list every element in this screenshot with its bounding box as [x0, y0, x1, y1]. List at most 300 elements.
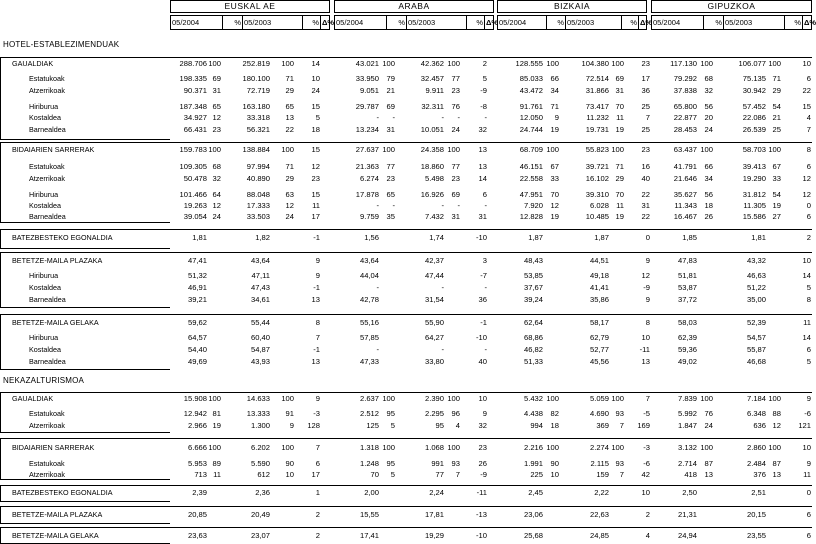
table-cell: 5 — [806, 357, 811, 366]
table-cell: 36 — [478, 295, 487, 304]
table-cell: 22,63 — [589, 510, 609, 519]
table-cell: 16.102 — [585, 174, 609, 183]
table-cell: 55,87 — [746, 345, 766, 354]
table-cell: 10 — [641, 333, 650, 342]
table-cell: 19 — [550, 125, 559, 134]
table-cell: 13 — [285, 113, 294, 122]
table-cell: 65 — [285, 102, 294, 111]
row-label: Hiriburua — [29, 190, 59, 199]
table-cell: 71 — [550, 102, 559, 111]
table-cell: 59,62 — [187, 318, 207, 327]
table-cell: 100 — [611, 145, 624, 154]
table-cell: 1.318 — [359, 443, 379, 452]
table-cell: 2,00 — [364, 488, 379, 497]
table-cell: 46.151 — [519, 162, 543, 171]
table-cell: 19 — [615, 212, 624, 221]
group-rule — [170, 438, 812, 439]
table-cell: 43,32 — [746, 256, 766, 265]
table-cell: 76 — [451, 102, 460, 111]
row-label: Barnealdea — [29, 125, 66, 134]
table-cell: 100 — [700, 145, 713, 154]
table-cell: 100 — [281, 394, 294, 403]
table-cell: 9 — [315, 256, 320, 265]
table-cell: 49,69 — [187, 357, 207, 366]
row-label: Atzerrikoak — [29, 174, 65, 183]
table-cell: 23 — [478, 443, 487, 452]
table-cell: 100 — [281, 443, 294, 452]
subheader-label: % — [557, 18, 564, 27]
table-cell: 2,50 — [682, 488, 697, 497]
table-cell: - — [376, 113, 379, 122]
table-cell: 91.761 — [519, 102, 543, 111]
table-cell: 18 — [550, 421, 559, 430]
table-cell: 33 — [772, 174, 781, 183]
table-cell: 6 — [806, 74, 811, 83]
table-cell: 12.828 — [519, 212, 543, 221]
table-cell: 28.453 — [673, 125, 697, 134]
table-cell: 71 — [772, 74, 781, 83]
table-cell: 2.860 — [746, 443, 766, 452]
table-cell: 31 — [478, 212, 487, 221]
table-cell: 4.690 — [589, 409, 609, 418]
table-cell: 32 — [212, 174, 221, 183]
table-cell: 2 — [482, 59, 487, 68]
row-label: BATEZBESTEKO EGONALDIA — [12, 233, 113, 242]
table-cell: 1 — [315, 488, 320, 497]
table-cell: 32 — [478, 125, 487, 134]
table-cell: 15 — [311, 145, 320, 154]
table-cell: 55.823 — [585, 145, 609, 154]
subheader-label: 05/2004 — [172, 18, 200, 27]
table-cell: 37,72 — [677, 295, 697, 304]
table-cell: 68.709 — [519, 145, 543, 154]
table-cell: 47,43 — [250, 283, 270, 292]
table-cell: 20,85 — [187, 510, 207, 519]
table-cell: 100 — [768, 145, 781, 154]
table-cell: 376 — [753, 470, 766, 479]
subheader-label: Δ% — [322, 18, 335, 27]
row-label: GAUALDIAK — [12, 59, 54, 68]
table-cell: 79 — [386, 74, 395, 83]
table-cell: 17 — [641, 74, 650, 83]
table-cell: 3.132 — [677, 443, 697, 452]
table-cell: 1,81 — [751, 233, 766, 242]
table-cell: 100 — [611, 443, 624, 452]
table-cell: 87 — [772, 459, 781, 468]
table-cell: 100 — [546, 443, 559, 452]
row-label: Estatukoak — [29, 162, 65, 171]
table-cell: 40 — [641, 174, 650, 183]
table-cell: 10 — [285, 470, 294, 479]
table-cell: -11 — [639, 345, 650, 354]
table-cell: 17,81 — [424, 510, 444, 519]
table-cell: 100 — [447, 59, 460, 68]
group-rule — [170, 527, 812, 528]
table-cell: - — [376, 283, 379, 292]
table-cell: 24,85 — [589, 531, 609, 540]
table-cell: 10 — [311, 74, 320, 83]
subheader-label: Δ% — [486, 18, 499, 27]
table-cell: 76 — [704, 409, 713, 418]
table-cell: 15,55 — [359, 510, 379, 519]
table-cell: 991 — [431, 459, 444, 468]
table-cell: - — [441, 113, 444, 122]
table-cell: 90 — [285, 459, 294, 468]
table-cell: 17 — [311, 470, 320, 479]
table-cell: 57,85 — [359, 333, 379, 342]
region-header: BIZKAIA — [553, 1, 591, 11]
table-cell: 35.627 — [673, 190, 697, 199]
table-cell: 64 — [212, 190, 221, 199]
table-cell: 369 — [596, 421, 609, 430]
table-cell: 31,54 — [424, 295, 444, 304]
table-cell: 11 — [803, 470, 811, 479]
table-cell: 3 — [482, 256, 487, 265]
row-label: BETETZE-MAILA GELAKA — [12, 531, 99, 540]
table-cell: 23 — [641, 59, 650, 68]
table-cell: 180.100 — [242, 74, 270, 83]
table-cell: 11.305 — [743, 201, 766, 210]
table-cell: -3 — [313, 409, 320, 418]
table-cell: 12 — [285, 201, 294, 210]
table-cell: 5.992 — [677, 409, 697, 418]
table-cell: 9 — [554, 113, 559, 122]
table-cell: 95 — [386, 409, 395, 418]
table-cell: 187.348 — [179, 102, 207, 111]
table-cell: 100 — [382, 443, 395, 452]
table-cell: 22 — [285, 125, 294, 134]
table-cell: 2.295 — [424, 409, 444, 418]
table-cell: 13 — [772, 470, 781, 479]
table-cell: 43.021 — [355, 59, 379, 68]
table-cell: 70 — [550, 190, 559, 199]
table-cell: 25 — [772, 125, 781, 134]
table-cell: 89 — [212, 459, 221, 468]
table-cell: 5.953 — [187, 459, 207, 468]
table-cell: 12 — [212, 201, 221, 210]
table-cell: 41,41 — [589, 283, 609, 292]
subheader-label: % — [234, 18, 241, 27]
table-cell: 225 — [530, 470, 543, 479]
table-cell: 1.847 — [677, 421, 697, 430]
table-cell: 43,64 — [359, 256, 379, 265]
table-cell: 11 — [616, 201, 624, 210]
table-cell: 67 — [772, 162, 781, 171]
table-cell: 18.860 — [420, 162, 444, 171]
table-cell: 35,86 — [589, 295, 609, 304]
row-label: Estatukoak — [29, 74, 65, 83]
table-cell: 17.878 — [355, 190, 379, 199]
table-cell: 12 — [802, 174, 811, 183]
table-cell: 1,74 — [429, 233, 444, 242]
group-rule — [170, 57, 812, 58]
table-cell: 23 — [311, 174, 320, 183]
table-cell: 138.884 — [242, 145, 270, 154]
table-cell: -9 — [480, 470, 487, 479]
table-cell: 39.054 — [183, 212, 207, 221]
table-cell: 51,22 — [746, 283, 766, 292]
table-cell: 125 — [366, 421, 379, 430]
subheader-divider — [222, 15, 223, 30]
subheader-label: Δ% — [804, 18, 816, 27]
table-cell: 2 — [806, 233, 811, 242]
table-cell: 39.310 — [585, 190, 609, 199]
table-cell: 26.539 — [742, 125, 766, 134]
table-cell: 7 — [619, 421, 624, 430]
table-cell: 13 — [478, 145, 487, 154]
table-cell: 65 — [212, 102, 221, 111]
row-label: BETETZE-MAILA PLAZAKA — [12, 510, 103, 519]
table-cell: 2.274 — [589, 443, 609, 452]
table-cell: 7 — [806, 125, 811, 134]
region-header: ARABA — [398, 1, 430, 11]
table-cell: 100 — [208, 59, 221, 68]
table-cell: 64,27 — [424, 333, 444, 342]
table-cell: 17,41 — [359, 531, 379, 540]
table-cell: 5.498 — [424, 174, 444, 183]
table-cell: -1 — [480, 318, 487, 327]
table-cell: 23 — [451, 86, 460, 95]
table-cell: 4 — [645, 531, 650, 540]
table-cell: 19,29 — [424, 531, 444, 540]
table-cell: 636 — [753, 421, 766, 430]
table-cell: 29 — [285, 86, 294, 95]
table-cell: 51,33 — [523, 357, 543, 366]
subheader-label: 05/2004 — [499, 18, 527, 27]
table-cell: 42 — [641, 470, 650, 479]
table-cell: 34 — [704, 174, 713, 183]
table-cell: 11.232 — [586, 113, 609, 122]
table-cell: 46,91 — [187, 283, 207, 292]
table-cell: 18 — [311, 125, 320, 134]
table-cell: 109.305 — [179, 162, 207, 171]
table-cell: 13.234 — [355, 125, 379, 134]
section-title: HOTEL-ESTABLEZIMENDUAK — [3, 40, 120, 49]
table-cell: 19.290 — [742, 174, 766, 183]
table-cell: - — [392, 113, 395, 122]
table-cell: 40 — [478, 357, 487, 366]
row-label: Kostaldea — [29, 283, 61, 292]
table-cell: 22 — [641, 190, 650, 199]
table-cell: 47,41 — [187, 256, 207, 265]
table-cell: -10 — [476, 531, 487, 540]
table-cell: 198.335 — [179, 74, 207, 83]
table-cell: 117.130 — [670, 59, 697, 68]
table-cell: 13 — [478, 162, 487, 171]
table-cell: 100 — [546, 394, 559, 403]
table-cell: 2.115 — [590, 459, 609, 468]
table-cell: 6.202 — [250, 443, 270, 452]
table-cell: -1 — [313, 233, 320, 242]
group-box — [0, 57, 170, 140]
table-cell: 24 — [311, 86, 320, 95]
table-cell: 11 — [312, 201, 320, 210]
table-cell: 0 — [806, 488, 811, 497]
table-cell: 60,40 — [250, 333, 270, 342]
subheader-divider — [638, 15, 639, 30]
table-cell: 7.920 — [523, 201, 543, 210]
table-cell: - — [441, 345, 444, 354]
table-cell: 56 — [704, 190, 713, 199]
group-rule — [170, 142, 812, 143]
table-cell: 6 — [806, 212, 811, 221]
table-cell: 15 — [311, 102, 320, 111]
table-cell: 2 — [315, 510, 320, 519]
table-cell: -6 — [643, 459, 650, 468]
table-cell: 69 — [386, 102, 395, 111]
table-cell: -10 — [476, 233, 487, 242]
table-cell: 7 — [619, 470, 624, 479]
group-rule — [170, 392, 812, 393]
table-cell: 32.457 — [420, 74, 444, 83]
table-cell: 51,81 — [677, 271, 697, 280]
table-cell: 9 — [645, 256, 650, 265]
table-cell: 5 — [390, 421, 395, 430]
table-cell: 82 — [550, 409, 559, 418]
table-cell: -5 — [643, 409, 650, 418]
table-cell: 93 — [451, 459, 460, 468]
table-cell: 7 — [645, 394, 650, 403]
table-cell: 7 — [315, 443, 320, 452]
table-cell: 15 — [311, 190, 320, 199]
table-cell: 24 — [285, 212, 294, 221]
table-cell: 6.274 — [359, 174, 379, 183]
table-cell: 5 — [390, 470, 395, 479]
table-cell: 994 — [530, 421, 543, 430]
subheader-divider — [802, 15, 803, 30]
table-cell: 77 — [451, 74, 460, 83]
table-cell: 47,11 — [251, 271, 270, 280]
table-cell: 12.942 — [183, 409, 207, 418]
subheader-divider — [406, 15, 407, 30]
table-cell: 52,77 — [589, 345, 609, 354]
table-cell: 169 — [637, 421, 650, 430]
table-cell: 91 — [285, 409, 294, 418]
table-cell: 11 — [803, 318, 811, 327]
table-cell: 2,45 — [528, 488, 543, 497]
table-cell: 16.467 — [673, 212, 697, 221]
table-cell: 12 — [641, 271, 650, 280]
table-cell: 62,79 — [589, 333, 609, 342]
table-cell: 288.706 — [179, 59, 207, 68]
table-cell: 65.800 — [673, 102, 697, 111]
table-cell: 10 — [550, 470, 559, 479]
row-label: Barnealdea — [29, 212, 66, 221]
subheader-divider — [565, 15, 566, 30]
table-cell: -11 — [476, 488, 487, 497]
table-cell: 73.417 — [585, 102, 609, 111]
table-cell: 15.908 — [183, 394, 207, 403]
table-cell: 100 — [382, 394, 395, 403]
table-cell: 6.666 — [187, 443, 207, 452]
table-cell: 14 — [802, 333, 811, 342]
table-cell: 56.321 — [246, 125, 270, 134]
table-cell: 0 — [806, 201, 811, 210]
table-cell: 32 — [704, 86, 713, 95]
table-cell: 34,61 — [250, 295, 270, 304]
table-cell: 100 — [768, 394, 781, 403]
table-cell: 29.787 — [355, 102, 379, 111]
table-cell: 2.637 — [359, 394, 379, 403]
table-cell: 9 — [315, 394, 320, 403]
table-cell: 2,22 — [594, 488, 609, 497]
table-cell: 8 — [315, 318, 320, 327]
table-cell: 97.994 — [246, 162, 270, 171]
table-cell: 15 — [802, 102, 811, 111]
table-cell: 100 — [768, 443, 781, 452]
table-cell: 10 — [641, 488, 650, 497]
table-cell: 33,80 — [424, 357, 444, 366]
table-cell: 6 — [482, 190, 487, 199]
table-cell: 100 — [208, 394, 221, 403]
table-cell: 100 — [700, 59, 713, 68]
table-cell: - — [441, 283, 444, 292]
table-cell: 48,43 — [523, 256, 543, 265]
table-cell: - — [376, 345, 379, 354]
table-cell: 54,57 — [746, 333, 766, 342]
table-cell: 19 — [772, 201, 781, 210]
table-cell: -1 — [313, 283, 320, 292]
table-cell: 23 — [212, 125, 221, 134]
table-cell: 67 — [550, 162, 559, 171]
table-cell: 6 — [806, 510, 811, 519]
table-cell: 7 — [315, 333, 320, 342]
table-cell: 85.033 — [519, 74, 543, 83]
table-cell: 75.135 — [742, 74, 766, 83]
table-cell: 6.348 — [746, 409, 766, 418]
table-cell: 24 — [451, 125, 460, 134]
region-header: EUSKAL AE — [224, 1, 276, 11]
group-rule — [170, 506, 812, 507]
table-cell: 14 — [311, 59, 320, 68]
table-cell: 6 — [806, 345, 811, 354]
table-cell: 29 — [772, 86, 781, 95]
table-cell: 47,44 — [424, 271, 444, 280]
table-cell: 418 — [684, 470, 697, 479]
row-label: Hiriburua — [29, 102, 59, 111]
table-cell: 100 — [208, 443, 221, 452]
table-cell: 1.300 — [250, 421, 270, 430]
table-cell: 23 — [641, 145, 650, 154]
table-cell: 36 — [641, 86, 650, 95]
table-cell: 23 — [451, 174, 460, 183]
table-cell: 39.413 — [742, 162, 766, 171]
table-cell: 35,00 — [746, 295, 766, 304]
table-cell: 5 — [806, 283, 811, 292]
table-cell: 46,63 — [746, 271, 766, 280]
table-cell: 90 — [550, 459, 559, 468]
table-cell: 2,36 — [255, 488, 270, 497]
table-cell: -3 — [643, 443, 650, 452]
table-cell: 15.586 — [742, 212, 766, 221]
row-label: BIDAIARIEN SARRERAK — [12, 145, 95, 154]
subheader-divider — [242, 15, 243, 30]
table-cell: 10.485 — [585, 212, 609, 221]
table-cell: 43.472 — [519, 86, 543, 95]
table-cell: 101.466 — [179, 190, 207, 199]
table-cell: 19 — [615, 125, 624, 134]
table-cell: 95 — [386, 459, 395, 468]
table-cell: 31.812 — [742, 190, 766, 199]
table-cell: 22.558 — [519, 174, 543, 183]
table-cell: 46,68 — [746, 357, 766, 366]
table-cell: 713 — [194, 470, 207, 479]
table-cell: 0 — [645, 233, 650, 242]
table-cell: 106.077 — [738, 59, 766, 68]
table-cell: 21.646 — [673, 174, 697, 183]
table-cell: 2.484 — [746, 459, 766, 468]
table-cell: 70 — [615, 190, 624, 199]
